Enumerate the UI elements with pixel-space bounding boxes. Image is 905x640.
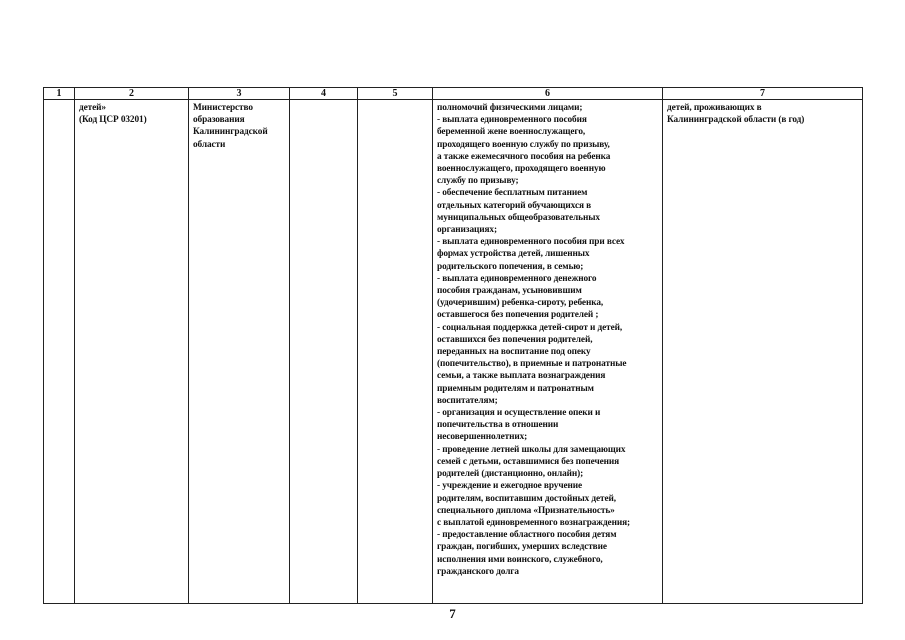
text-line: детей, проживающих в <box>667 103 762 113</box>
header-cell-5: 5 <box>358 88 433 100</box>
header-cell-4: 4 <box>290 88 358 100</box>
text-line: детей» <box>79 103 106 113</box>
text-line: оставшегося без попечения родителей ; <box>437 310 599 321</box>
text-line: приемным родителям и патронатным <box>437 383 594 394</box>
text-line: семьи, а также выплата вознаграждения <box>437 371 606 382</box>
text-line: - выплата единовременного пособия при всех <box>437 237 625 248</box>
header-cell-1: 1 <box>44 88 75 100</box>
text-line: гражданского долга <box>437 566 519 577</box>
text-line: воспитателям; <box>437 395 498 406</box>
text-line: (попечительство), в приемные и патронатные <box>437 359 627 370</box>
text-line: родителей (дистанционно, онлайн); <box>437 469 584 480</box>
header-cell-2: 2 <box>75 88 189 100</box>
text-line: переданных на воспитание под опеку <box>437 347 591 358</box>
text-line: организациях; <box>437 225 497 236</box>
text-line: семей с детьми, оставшимися без попечения <box>437 456 620 467</box>
table-row <box>44 100 863 604</box>
table-header-row <box>44 88 863 100</box>
text-line: беременной жене военнослужащего, <box>437 127 586 138</box>
text-line: военнослужащего, проходящего военную <box>437 164 606 175</box>
text-line: - социальная поддержка детей-сирот и детей, <box>437 322 623 333</box>
cell-col5 <box>358 100 433 604</box>
text-line: муниципальных общеобразовательных <box>437 212 600 223</box>
cell-col1 <box>44 100 75 604</box>
header-cell-6: 6 <box>433 88 663 100</box>
text-line: несовершеннолетних; <box>437 432 528 443</box>
text-line: попечительства в отношении <box>437 420 559 431</box>
text-line: - организация и осуществление опеки и <box>437 408 601 419</box>
text-line: полномочий физическими лицами; <box>437 103 583 113</box>
text-line: Министерство <box>193 103 253 113</box>
text-line: специального диплома «Признательность» <box>437 505 615 516</box>
text-line: с выплатой единовременного вознаграждения; <box>437 517 631 528</box>
text-line: оставшихся без попечения родителей, <box>437 334 593 345</box>
text-line: пособия гражданам, усыновившим <box>437 286 582 297</box>
text-line: образования <box>193 115 245 126</box>
text-line: - предоставление областного пособия детям <box>437 530 617 541</box>
cell-col7-indicator <box>663 100 863 604</box>
text-line: а также ежемесячного пособия на ребенка <box>437 151 611 162</box>
text-line: (удочерившим) ребенка-сироту, ребенка, <box>437 298 604 309</box>
text-line: - учреждение и ежегодное вручение <box>437 481 583 492</box>
cell-col4 <box>290 100 358 604</box>
text-line: исполнения ими воинского, служебного, <box>437 554 603 565</box>
header-cell-7: 7 <box>663 88 863 100</box>
budget-program-table <box>43 87 863 604</box>
text-line: родительского попечения, в семью; <box>437 261 584 272</box>
text-line: родителям, воспитавшим достойных детей, <box>437 493 617 504</box>
text-line: формах устройства детей, лишенных <box>437 249 590 260</box>
text-line: - обеспечение бесплатным питанием <box>437 188 588 199</box>
text-line: службу по призыву; <box>437 176 519 187</box>
text-line: области <box>193 139 226 150</box>
text-line: (Код ЦСР 03201) <box>79 115 147 126</box>
text-line: Калининградской <box>193 127 268 138</box>
text-line: - выплата единовременного денежного <box>437 273 597 284</box>
cell-col3-responsible-body <box>189 100 290 604</box>
cell-col2-program-name <box>75 100 189 604</box>
text-line: проходящего военную службу по призыву, <box>437 139 610 150</box>
text-line: Калининградской области (в год) <box>667 115 805 126</box>
text-line: отдельных категорий обучающихся в <box>437 200 592 211</box>
text-line: граждан, погибших, умерших вследствие <box>437 542 607 553</box>
cell-col6-measures <box>433 100 663 604</box>
text-line: - выплата единовременного пособия <box>437 115 587 126</box>
text-line: - проведение летней школы для замещающих <box>437 444 626 455</box>
page-number: 7 <box>449 606 456 621</box>
header-cell-3: 3 <box>189 88 290 100</box>
